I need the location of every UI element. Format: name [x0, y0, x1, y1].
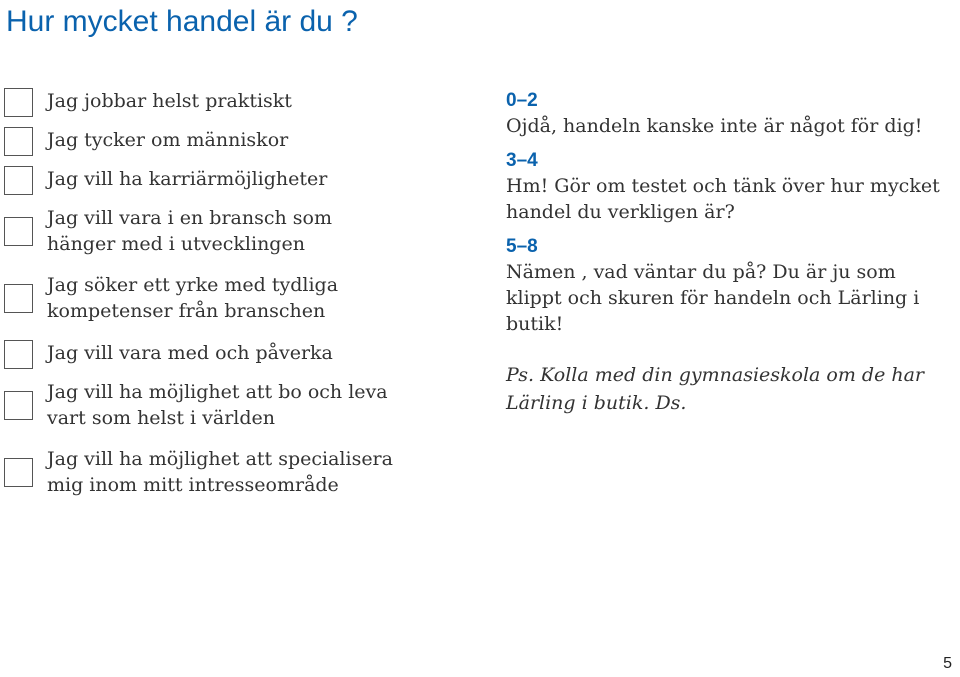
result-description: Ojdå, handeln kanske inte är något för dig!	[506, 115, 923, 137]
page-title: Hur mycket handel är du ?	[6, 5, 358, 38]
checkbox[interactable]	[4, 217, 33, 246]
checkbox[interactable]	[4, 284, 33, 313]
checkbox[interactable]	[4, 127, 33, 156]
checklist-item-label: Jag vill ha möjlighet att specialisera mig inom mitt intresseområde	[47, 448, 393, 496]
checkbox[interactable]	[4, 340, 33, 369]
checklist-item-label: Jag vill ha möjlighet att bo och leva vart som helst i världen	[47, 381, 388, 429]
checklist-item-label: Jag tycker om människor	[47, 129, 289, 151]
checklist-item-label: Jag vill ha karriärmöjligheter	[47, 168, 328, 190]
ps-note: Ps. Kolla med din gymnasieskola om de har Lärling i butik. Ds.	[506, 364, 925, 414]
results-panel	[506, 89, 946, 417]
checkbox[interactable]	[4, 458, 33, 487]
checkbox[interactable]	[4, 166, 33, 195]
score-range: 5–8	[506, 236, 538, 257]
result-description: Hm! Gör om testet och tänk över hur mycket handel du verkligen är?	[506, 175, 940, 223]
result-description: Nämen , vad väntar du på? Du är ju som klippt och skuren för handeln och Lärling i butik!	[506, 261, 920, 335]
checklist-item-label: Jag vill vara i en bransch som hänger med i utvecklingen	[47, 207, 332, 255]
score-range: 3–4	[506, 150, 538, 171]
checkbox[interactable]	[4, 391, 33, 420]
checklist-item-label: Jag vill vara med och påverka	[47, 342, 333, 364]
checklist-item-label: Jag söker ett yrke med tydliga kompetenser från branschen	[47, 274, 339, 322]
checkbox[interactable]	[4, 88, 33, 117]
score-range: 0–2	[506, 90, 538, 111]
checklist-item-label: Jag jobbar helst praktiskt	[47, 90, 292, 112]
page-number: 5	[943, 655, 952, 672]
